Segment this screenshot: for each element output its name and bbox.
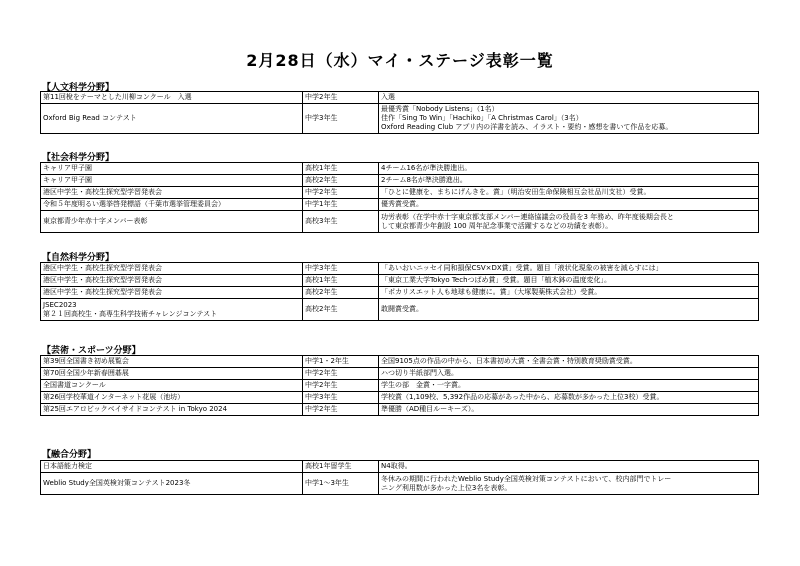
table-row <box>41 199 759 211</box>
grade-cell: 高校2年生 <box>303 175 379 187</box>
grade-cell: 中学2年生 <box>303 404 379 416</box>
result-cell <box>379 263 759 275</box>
event-cell: 第26回学校華道インターネット花展（池坊） <box>41 392 303 404</box>
section-heading-arts-sports: 【芸術・スポーツ分野】 <box>42 346 141 356</box>
table-row <box>41 275 759 287</box>
result-cell <box>379 187 759 199</box>
table-row <box>41 92 759 104</box>
section-heading-social-science: 【社会科学分野】 <box>42 153 115 163</box>
result-line: 「あいおいニッセイ同和損保CSV×DX賞」受賞。題目「液状化現象の被害を減らすには」 <box>381 264 663 272</box>
event-cell <box>41 299 303 321</box>
event-cell: 第25回エアロビックベイサイドコンテスト in Tokyo 2024 <box>41 404 303 416</box>
result-cell <box>379 473 759 495</box>
event-cell: 港区中学生・高校生探究型学習発表会 <box>41 287 303 299</box>
result-cell <box>379 275 759 287</box>
result-line: 学校賞（1,109校、5,392作品の応募があった中から、応募数が多かった上位3校）受賞。 <box>381 393 664 401</box>
result-cell <box>379 356 759 368</box>
event-cell: 東京都青少年赤十字メンバー表彰 <box>41 211 303 233</box>
section-heading-natural-science: 【自然科学分野】 <box>42 253 115 263</box>
table-row <box>41 299 759 321</box>
event-cell: キャリア甲子園 <box>41 163 303 175</box>
section-heading-interdisciplinary: 【融合分野】 <box>42 450 97 460</box>
grade-cell: 中学1・2年生 <box>303 356 379 368</box>
event-line: JSEC2023 <box>43 300 77 309</box>
event-line: 第２１回高校生・高専生科学技術チャレンジコンテスト <box>43 309 218 318</box>
event-cell: 第39回全国書き初め展覧会 <box>41 356 303 368</box>
result-line: 功労表彰（在学中赤十字東京都支部メンバー連絡協議会の役員を3 年務め、昨年度後期会長と <box>381 212 674 221</box>
table-row <box>41 104 759 134</box>
table-row <box>41 356 759 368</box>
result-cell <box>379 211 759 233</box>
grade-cell: 中学3年生 <box>303 392 379 404</box>
table-row <box>41 461 759 473</box>
table-row <box>41 263 759 275</box>
grade-cell: 高校2年生 <box>303 299 379 321</box>
event-cell: 令和５年度明るい選挙啓発標語（千葉市選挙管理委員会） <box>41 199 303 211</box>
result-line: 最優秀賞「Nobody Listens」（1名） <box>381 105 499 113</box>
result-line: Oxford Reading Club アプリ内の洋書を読み、イラスト・要約・感想を書いて作品を応募。 <box>381 123 673 131</box>
grade-cell: 高校2年生 <box>303 287 379 299</box>
event-cell: Weblio Study全国英検対策コンテスト2023冬 <box>41 473 303 495</box>
grade-cell: 中学2年生 <box>303 380 379 392</box>
result-line: して東京都青少年創設 100 周年記念事業で活躍するなどの功績を表彰）。 <box>381 221 613 230</box>
result-cell <box>379 199 759 211</box>
table-social-science <box>40 162 759 233</box>
table-natural-science <box>40 262 759 321</box>
grade-cell: 中学3年生 <box>303 263 379 275</box>
grade-cell: 高校1年生 <box>303 163 379 175</box>
result-line: 全国9105点の作品の中から、日本書初め大賞・全書会賞・特別教育奨励賞受賞。 <box>381 357 637 365</box>
table-arts-sports <box>40 355 759 416</box>
event-cell: キャリア甲子園 <box>41 175 303 187</box>
result-cell <box>379 392 759 404</box>
table-row <box>41 211 759 233</box>
table-row <box>41 175 759 187</box>
table-row <box>41 404 759 416</box>
grade-cell: 高校3年生 <box>303 211 379 233</box>
table-interdisciplinary <box>40 460 759 495</box>
table-row <box>41 368 759 380</box>
grade-cell: 中学2年生 <box>303 187 379 199</box>
event-cell: Oxford Big Read コンテスト <box>41 104 303 134</box>
result-cell <box>379 380 759 392</box>
result-line: 「東京工業大学Tokyo Techつばめ賞」受賞。題目「植木鉢の温度変化」。 <box>381 276 612 284</box>
table-row <box>41 473 759 495</box>
grade-cell: 高校1年生 <box>303 275 379 287</box>
event-cell: 日本語能力検定 <box>41 461 303 473</box>
event-cell: 第11回梲をテーマとした川柳コンクール 入選 <box>41 92 303 104</box>
table-row <box>41 287 759 299</box>
event-cell: 港区中学生・高校生探究型学習発表会 <box>41 263 303 275</box>
grade-cell: 中学2年生 <box>303 92 379 104</box>
event-cell: 港区中学生・高校生探究型学習発表会 <box>41 275 303 287</box>
section-heading-humanities: 【人文科学分野】 <box>42 83 115 93</box>
result-line: ハつ切り半紙部門入選。 <box>381 369 458 377</box>
event-cell: 港区中学生・高校生探究型学習発表会 <box>41 187 303 199</box>
result-line: 冬休みの期間に行われたWeblio Study全国英検対策コンテストにおいて、校内部門でトレー <box>381 474 672 483</box>
table-row <box>41 380 759 392</box>
result-cell <box>379 92 759 104</box>
result-line: 準優勝（AD種目ルーキーズ）。 <box>381 405 479 413</box>
result-cell <box>379 461 759 473</box>
result-line: 「ひとに健康を、まちにげんきを。賞」（明治安田生命保険相互会社品川支社）受賞。 <box>381 188 651 196</box>
grade-cell: 中学1年生 <box>303 199 379 211</box>
grade-cell: 高校1年留学生 <box>303 461 379 473</box>
result-line: 学生の部 金賞・一字賞。 <box>381 381 465 389</box>
table-row <box>41 187 759 199</box>
result-cell <box>379 368 759 380</box>
grade-cell: 中学2年生 <box>303 368 379 380</box>
result-cell <box>379 299 759 321</box>
table-row <box>41 392 759 404</box>
grade-cell: 中学1～3年生 <box>303 473 379 495</box>
result-line: 4チーム16名が準決勝進出。 <box>381 164 472 172</box>
result-line: 佳作「Sing To Win」「Hachiko」「A Christmas Carol」（3名） <box>381 114 583 122</box>
event-cell: 第70回全国少年新春囲碁展 <box>41 368 303 380</box>
result-line: 入選 <box>381 93 395 101</box>
result-line: 2チーム8名が準決勝進出。 <box>381 176 467 184</box>
result-line: 敢闘賞受賞。 <box>381 305 423 313</box>
result-cell <box>379 163 759 175</box>
grade-cell: 中学3年生 <box>303 104 379 134</box>
result-cell <box>379 175 759 187</box>
result-cell <box>379 287 759 299</box>
result-cell <box>379 404 759 416</box>
table-row <box>41 163 759 175</box>
result-cell <box>379 104 759 134</box>
result-line: 「ポカリスエット人も地球も健康に。賞」（大塚製薬株式会社）受賞。 <box>381 288 602 296</box>
table-humanities <box>40 91 759 134</box>
event-cell: 全国書道コンクール <box>41 380 303 392</box>
page-title: 2月28日（水）マイ・ステージ表彰一覧 <box>246 51 554 70</box>
result-line: N4取得。 <box>381 462 412 470</box>
result-line: ニング利用数が多かった上位3名を表彰。 <box>381 483 512 492</box>
result-line: 優秀賞受賞。 <box>381 200 423 208</box>
